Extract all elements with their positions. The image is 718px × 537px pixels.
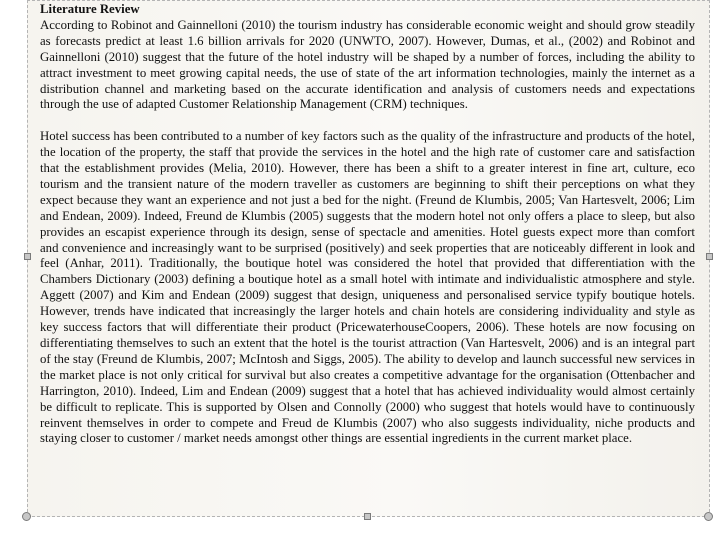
resize-handle-bottom-left[interactable]: [22, 512, 31, 521]
resize-handle-bottom-right[interactable]: [704, 512, 713, 521]
section-heading: Literature Review: [40, 2, 140, 16]
text-box-content[interactable]: [40, 2, 695, 447]
paragraph-2: Hotel success has been contributed to a number of key factors such as the quality of the infrastructure and products of the hotel, the location of the property, the staff that provide the services in the hotel and the high rate of customer care and satisfaction that the establishment provides (Melia, 2010). However, there has been a shift to a greater interest in fine art, culture, eco tourism and the transient nature of the modern traveller as customers are beginning to shift their perceptions on what they expect because they want an experience and not just a bed for the night. (Freund de Klumbis, 2005; Van Hartesvelt, 2006; Lim and Endean, 2009). Indeed, Freund de Klumbis (2005) suggests that the modern hotel not only offers a place to sleep, but also provides an escapist experience through its design, sense of spectacle and amenities. Hotel guests expect more than comfort and convenience and increasingly want to be surprised (positively) and seek properties that are noticeably different in look and feel (Anhar, 2011). Traditionally, the boutique hotel was considered the hotel that provided that differentiation with the Chambers Dictionary (2003) defining a boutique hotel as a small hotel with intimate and individualistic atmosphere and style. Aggett (2007) and Kim and Endean (2009) suggest that design, uniqueness and personalised service typify boutique hotels. However, trends have indicated that increasingly the larger hotels and chain hotels are considering individuality and style as key success factors that will differentiate their product (PricewaterhouseCoopers, 2006). These hotels are now focusing on differentiating themselves to such an extent that the hotel is the tourist attraction (Van Hartesvelt, 2006) and is an integral part of the stay (Freund de Klumbis, 2007; McIntosh and Siggs, 2005). The ability to develop and launch successful new services in the market place is not only critical for survival but also creates a competitive advantage for the organisation (Ottenbacher and Harrington, 2010). Indeed, Lim and Endean (2009) suggest that a hotel that has achieved individuality would almost certainly be difficult to replicate. This is supported by Olsen and Connolly (2000) who suggest that hotels would have to continuously reinvent themselves in order to compete and Freud de Klumbis (2007) who also suggests individuality, niche products and staying closer to customer / market needs amongst other things are essential ingredients in the current market place.: [40, 129, 695, 446]
resize-handle-right-middle[interactable]: [706, 253, 713, 260]
resize-handle-bottom-middle[interactable]: [364, 513, 371, 520]
paragraph-gap: [40, 113, 695, 129]
paragraph-1: According to Robinot and Gainnelloni (2010) the tourism industry has considerable economic weight and should grow steadily as forecasts predict at least 1.6 billion arrivals for 2020 (UNWTO, 2007). However, Dumas, et al., (2002) and Robinot and Gainnelloni (2010) suggest that the future of the hotel industry will be shaped by a number of forces, including the ability to attract investment to meet growing capital needs, the use of state of the art information technologies, mainly the internet as a distribution channel and marketing based on the accurate identification and analysis of customers needs and expectations through the use of adapted Customer Relationship Management (CRM) techniques.: [40, 17, 695, 112]
resize-handle-left-middle[interactable]: [24, 253, 31, 260]
